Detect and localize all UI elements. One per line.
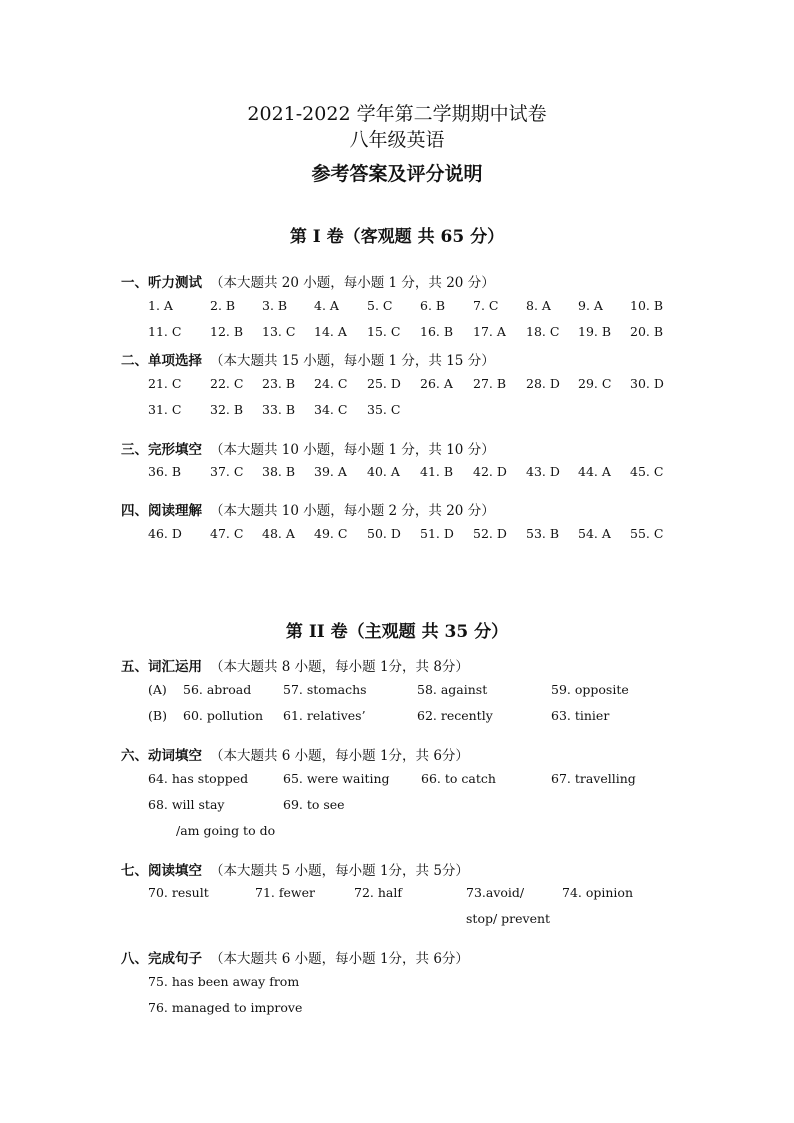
answer: 59. opposite <box>551 682 629 697</box>
section-desc: （本大题共 10 小题，每小题 1 分，共 10 分） <box>210 442 495 458</box>
answer-item: 47. C <box>210 526 244 541</box>
answer-item: 35. C <box>367 402 401 417</box>
section-vocabulary <box>121 655 469 675</box>
answer-item: 22. C <box>210 376 244 391</box>
answer-item: 11. C <box>148 324 182 339</box>
answer-item: 49. C <box>314 526 348 541</box>
section-desc: （本大题共 20 小题，每小题 1 分，共 20 分） <box>210 275 495 291</box>
answer: 64. has stopped <box>148 771 249 786</box>
answer-item: 33. B <box>262 402 296 417</box>
answer-item: 5. C <box>367 298 393 313</box>
answer-item: 16. B <box>420 324 454 339</box>
section-name: 三、完形填空 <box>121 442 202 458</box>
group-label: (B) <box>148 708 167 723</box>
section-verb-fill <box>121 744 469 764</box>
answer-key-title: 参考答案及评分说明 <box>311 163 483 185</box>
section-single-choice <box>121 349 495 369</box>
answer-item: 42. D <box>473 464 507 479</box>
answer-alternative: stop/ prevent <box>466 911 551 926</box>
answer: 62. recently <box>417 708 493 723</box>
answer-item: 32. B <box>210 402 244 417</box>
answer-item: 34. C <box>314 402 348 417</box>
section-complete-sentences <box>121 947 469 967</box>
section-listening <box>121 271 495 291</box>
answer-item: 53. B <box>526 526 560 541</box>
part1-title: 第 I 卷（客观题 共 65 分） <box>289 227 505 247</box>
answer-item: 6. B <box>420 298 446 313</box>
answer-item: 2. B <box>210 298 236 313</box>
section-desc: （本大题共 5 小题，每小题 1分，共 5分） <box>210 863 469 879</box>
answer-item: 17. A <box>473 324 506 339</box>
answer-item: 15. C <box>367 324 401 339</box>
exam-title: 2021-2022 学年第二学期期中试卷 <box>247 103 547 125</box>
answer: 67. travelling <box>551 771 636 786</box>
answer-item: 21. C <box>148 376 182 391</box>
part2-title: 第 II 卷（主观题 共 35 分） <box>285 622 509 642</box>
answer: 56. abroad <box>183 682 252 697</box>
answer-item: 1. A <box>148 298 173 313</box>
answer-item: 46. D <box>148 526 182 541</box>
answer-item: 31. C <box>148 402 182 417</box>
section-reading-fill <box>121 859 469 879</box>
answer-item: 30. D <box>630 376 664 391</box>
answer-item: 36. B <box>148 464 182 479</box>
section-name: 五、词汇运用 <box>121 659 202 675</box>
answer-item: 45. C <box>630 464 664 479</box>
section-desc: （本大题共 10 小题，每小题 2 分，共 20 分） <box>210 503 495 519</box>
section-reading <box>121 499 495 519</box>
answer-item: 37. C <box>210 464 244 479</box>
answer-item: 54. A <box>578 526 611 541</box>
answer-item: 27. B <box>473 376 507 391</box>
answer-item: 4. A <box>314 298 339 313</box>
section-name: 八、完成句子 <box>121 951 202 967</box>
answer-item: 29. C <box>578 376 612 391</box>
answer-item: 28. D <box>526 376 560 391</box>
answer: 70. result <box>148 885 209 900</box>
answer-item: 51. D <box>420 526 454 541</box>
answer: 72. half <box>354 885 402 900</box>
answer: 71. fewer <box>255 885 315 900</box>
answer: 74. opinion <box>562 885 634 900</box>
section-desc: （本大题共 6 小题，每小题 1分，共 6分） <box>210 951 469 967</box>
answer-item: 50. D <box>367 526 401 541</box>
section-cloze <box>121 438 495 458</box>
answer-item: 7. C <box>473 298 499 313</box>
answer-item: 44. A <box>578 464 611 479</box>
section-name: 四、阅读理解 <box>121 503 202 519</box>
answer-item: 12. B <box>210 324 244 339</box>
answer-item: 39. A <box>314 464 347 479</box>
answer-item: 52. D <box>473 526 507 541</box>
answer-item: 38. B <box>262 464 296 479</box>
answer: 65. were waiting <box>283 771 390 786</box>
answer-alternative: /am going to do <box>176 823 276 838</box>
answer: 76. managed to improve <box>148 1000 303 1015</box>
answer-item: 18. C <box>526 324 560 339</box>
answer-item: 19. B <box>578 324 612 339</box>
answer: 66. to catch <box>421 771 496 786</box>
answer: 68. will stay <box>148 797 225 812</box>
answer-item: 8. A <box>526 298 551 313</box>
section-name: 七、阅读填空 <box>121 863 202 879</box>
answer: 63. tinier <box>551 708 610 723</box>
answer-item: 43. D <box>526 464 560 479</box>
answer-item: 3. B <box>262 298 288 313</box>
answer-item: 40. A <box>367 464 400 479</box>
answer-item: 13. C <box>262 324 296 339</box>
answer-item: 25. D <box>367 376 401 391</box>
answer: 60. pollution <box>183 708 264 723</box>
answer-item: 20. B <box>630 324 664 339</box>
section-desc: （本大题共 6 小题，每小题 1分，共 6分） <box>210 748 469 764</box>
exam-subject: 八年级英语 <box>349 129 445 151</box>
answer-item: 23. B <box>262 376 296 391</box>
answer: 73.avoid/ <box>466 885 525 900</box>
answer: 75. has been away from <box>148 974 300 989</box>
answer: 61. relatives’ <box>283 708 366 723</box>
answer-item: 24. C <box>314 376 348 391</box>
answer: 58. against <box>417 682 488 697</box>
answer-item: 9. A <box>578 298 603 313</box>
section-desc: （本大题共 15 小题，每小题 1 分，共 15 分） <box>210 353 495 369</box>
answer: 57. stomachs <box>283 682 367 697</box>
section-name: 一、听力测试 <box>121 275 202 291</box>
answer-item: 55. C <box>630 526 664 541</box>
answer: 69. to see <box>283 797 345 812</box>
answer-item: 10. B <box>630 298 664 313</box>
section-name: 六、动词填空 <box>121 748 202 764</box>
answer-item: 26. A <box>420 376 453 391</box>
section-desc: （本大题共 8 小题，每小题 1分，共 8分） <box>210 659 469 675</box>
group-label: (A) <box>148 682 167 697</box>
answer-item: 41. B <box>420 464 454 479</box>
answer-item: 48. A <box>262 526 295 541</box>
section-name: 二、单项选择 <box>121 353 202 369</box>
answer-item: 14. A <box>314 324 347 339</box>
